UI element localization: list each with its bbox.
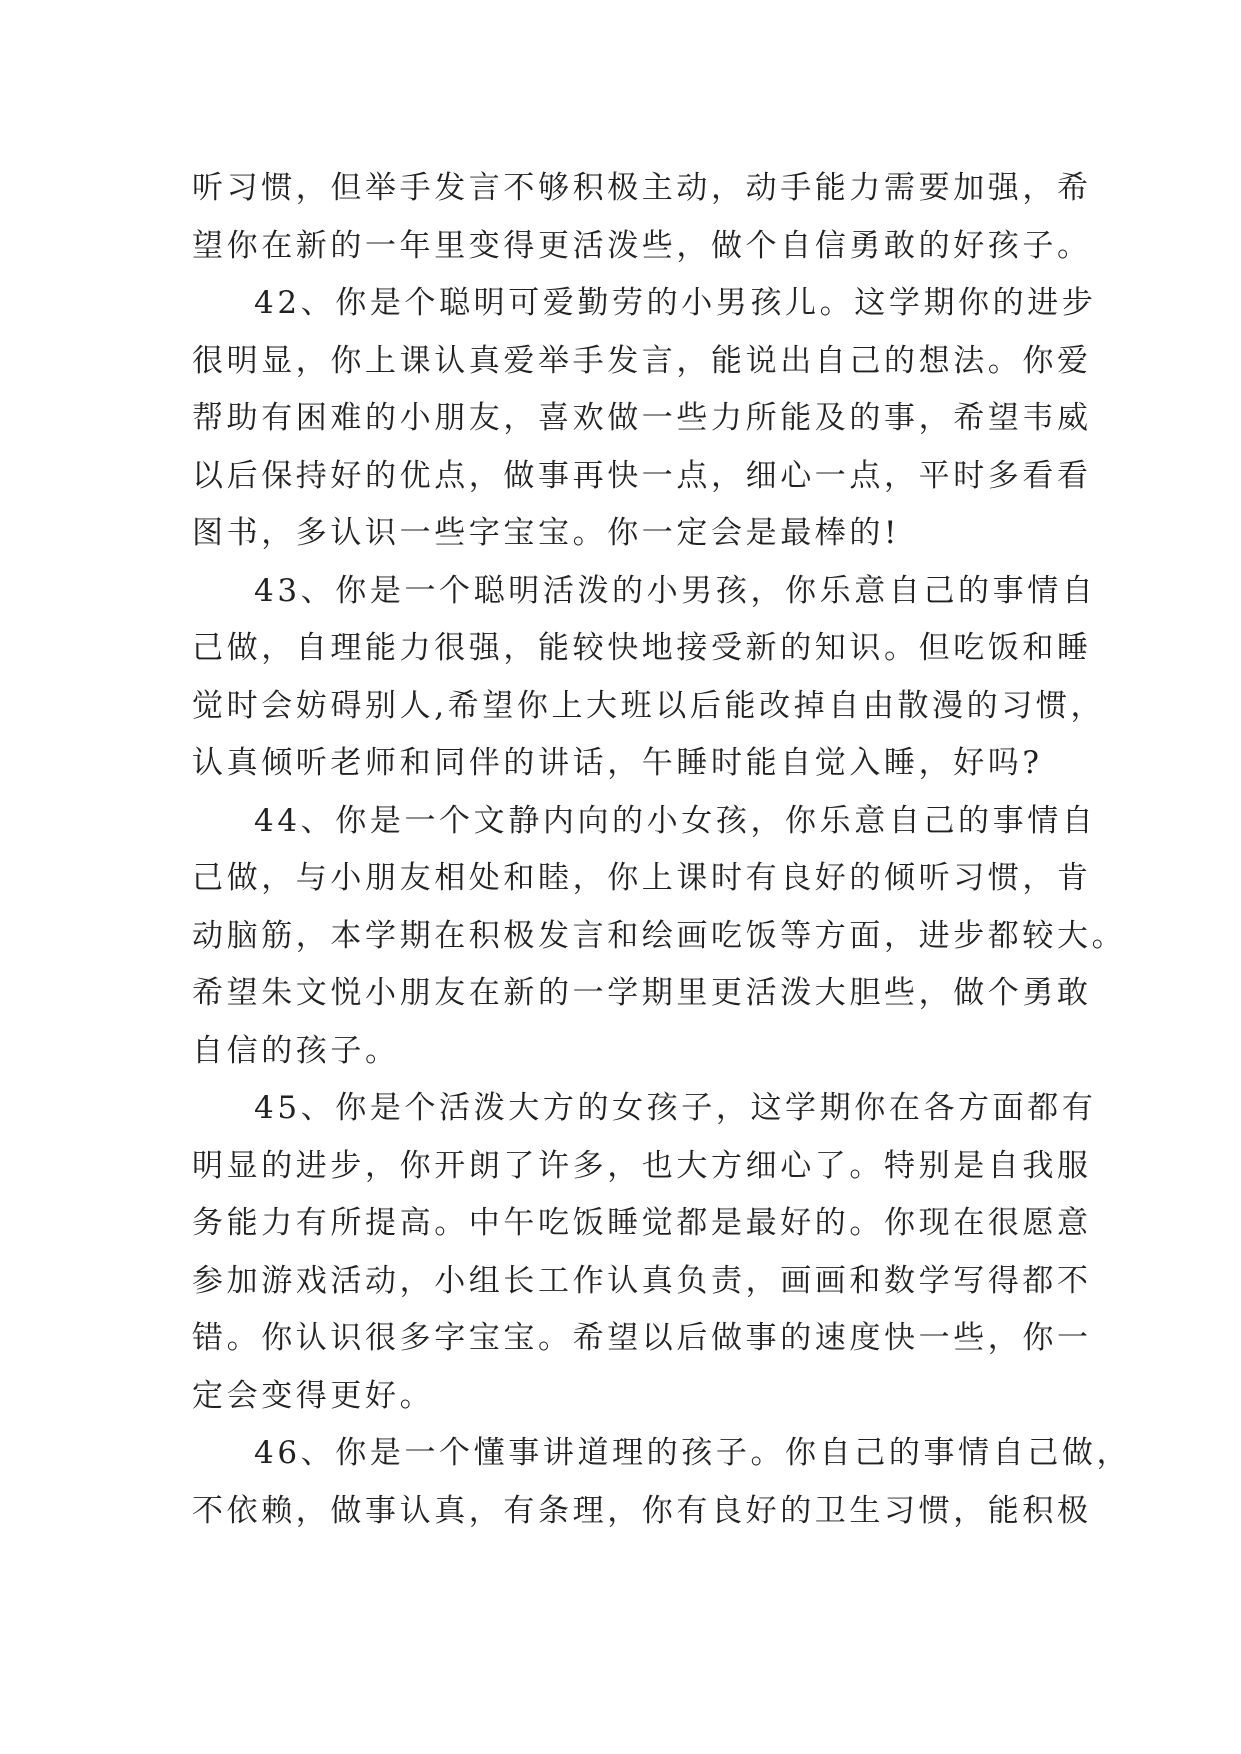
paragraph-line: 认真倾听老师和同伴的讲话，午睡时能自觉入睡，好吗? bbox=[192, 745, 1043, 781]
paragraph-line: 图书，多认识一些字宝宝。你一定会是最棒的! bbox=[192, 515, 901, 551]
paragraph-line: 很明显，你上课认真爱举手发言，能说出自己的想法。你爱 bbox=[192, 342, 1092, 379]
paragraph-line: 动脑筋，本学期在积极发言和绘画吃饭等方面，进步都较大。 bbox=[192, 917, 1127, 954]
paragraph-first-line: 42、你是个聪明可爱勤劳的小男孩儿。这学期你的进步 bbox=[254, 285, 1097, 321]
paragraph-line: 务能力有所提高。中午吃饭睡觉都是最好的。你现在很愿意 bbox=[192, 1205, 1092, 1241]
paragraph-first-line: 46、你是一个懂事讲道理的孩子。你自己的事情自己做， bbox=[254, 1435, 1132, 1471]
paragraph-line: 望你在新的一年里变得更活泼些，做个自信勇敢的好孩子。 bbox=[192, 227, 1092, 264]
paragraph-first-line: 45、你是个活泼大方的女孩子，这学期你在各方面都有 bbox=[254, 1090, 1097, 1126]
paragraph-line: 己做，自理能力很强，能较快地接受新的知识。但吃饭和睡 bbox=[192, 630, 1092, 666]
paragraph-line: 参加游戏活动，小组长工作认真负责，画画和数学写得都不 bbox=[192, 1262, 1092, 1299]
paragraph-line: 觉时会妨碍别人,希望你上大班以后能改掉自由散漫的习惯， bbox=[192, 687, 1106, 724]
paragraph-line: 以后保持好的优点，做事再快一点，细心一点，平时多看看 bbox=[192, 457, 1092, 494]
paragraph-line: 定会变得更好。 bbox=[192, 1377, 435, 1414]
paragraph-first-line: 44、你是一个文静内向的小女孩，你乐意自己的事情自 bbox=[254, 802, 1097, 839]
paragraph-line: 听习惯，但举手发言不够积极主动，动手能力需要加强，希 bbox=[192, 170, 1092, 206]
paragraph-line: 自信的孩子。 bbox=[192, 1032, 400, 1069]
paragraph-line: 错。你认识很多字宝宝。希望以后做事的速度快一些，你一 bbox=[192, 1320, 1092, 1356]
paragraph-line: 希望朱文悦小朋友在新的一学期里更活泼大胆些，做个勇敢 bbox=[192, 975, 1092, 1011]
document-body bbox=[192, 160, 1132, 1540]
paragraph-line: 帮助有困难的小朋友，喜欢做一些力所能及的事，希望韦威 bbox=[192, 400, 1092, 436]
paragraph-line: 己做，与小朋友相处和睦，你上课时有良好的倾听习惯，肯 bbox=[192, 860, 1092, 896]
paragraph-first-line: 43、你是一个聪明活泼的小男孩，你乐意自己的事情自 bbox=[254, 572, 1097, 609]
paragraph-line: 不依赖，做事认真，有条理，你有良好的卫生习惯，能积极 bbox=[192, 1492, 1092, 1529]
paragraph-line: 明显的进步，你开朗了许多，也大方细心了。特别是自我服 bbox=[192, 1147, 1092, 1184]
